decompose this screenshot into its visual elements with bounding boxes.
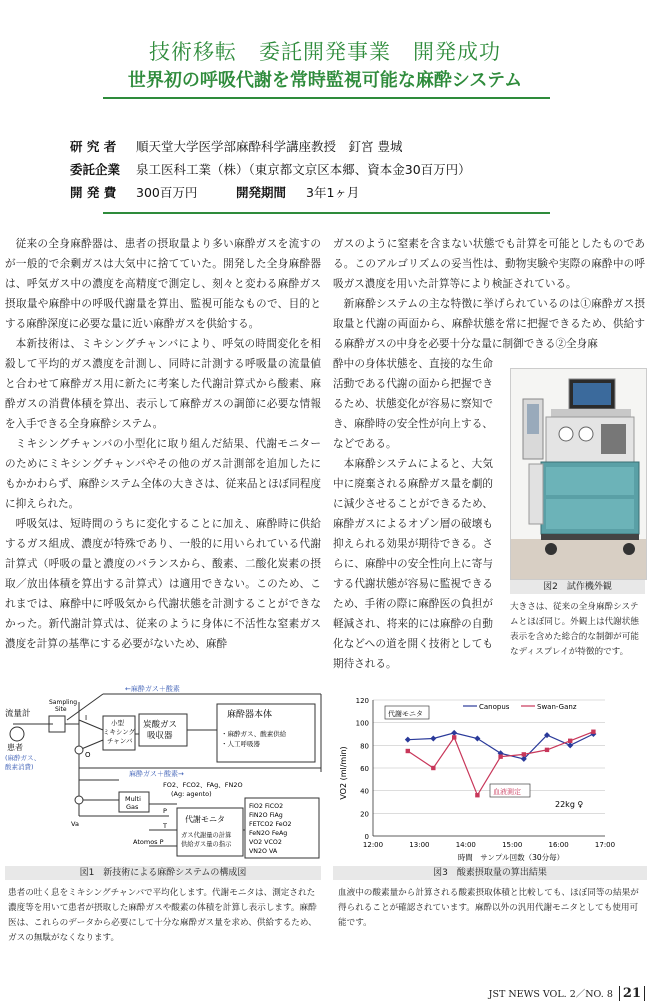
footer-page-number: 21: [619, 986, 645, 1001]
diag-t: T: [163, 822, 167, 830]
anesthesia-machine-illustration: [511, 369, 646, 579]
chart-xlabel: 時間 サンプル回数（30分毎）: [457, 853, 565, 862]
diag-out2: FiN2O FiAg: [249, 812, 283, 819]
diag-out3: FETCO2 FeO2: [249, 821, 292, 828]
diag-out6: VN2O VA: [249, 848, 278, 855]
diag-monitor-sub2: 供給ガス量の指示: [181, 841, 232, 848]
chart-point: [567, 742, 573, 748]
chart-point: [498, 754, 502, 758]
chart-point: [406, 749, 410, 753]
diag-gases2: (Ag: agento): [171, 790, 212, 798]
body-left-column: [5, 234, 321, 654]
chart-point: [568, 739, 572, 743]
fig1-description: 患者の吐く息をミキシングチャンバで平均化します。代謝モニタは、測定された濃度等を用いて患者が摂取した麻酔ガスや酸素の体積を計算し表示します。麻酔医は、これらのデータから必要にして十分な麻酔ガス量を求め、供給するため、ガスの無駄がなくなります。: [8, 888, 317, 943]
diag-va: Va: [71, 820, 79, 828]
chart-point: [431, 766, 435, 770]
chart-y-tick-label: 0: [364, 833, 369, 841]
chart-y-tick-label: 80: [360, 742, 369, 751]
info-cost: [70, 183, 359, 201]
diag-mixing3: チャンバ: [107, 737, 133, 745]
page-title: 技術移転 委託開発事業 開発成功: [149, 40, 501, 64]
chart-x-tick-label: 16:00: [548, 841, 569, 849]
chart-x-tick-label: 15:00: [502, 841, 523, 849]
page-subtitle: 世界初の呼吸代謝を常時監視可能な麻酔システム: [127, 70, 523, 91]
chart-y-tick-label: 40: [360, 787, 369, 796]
footer-journal: JST NEWS VOL. 2／NO. 8: [488, 989, 613, 1000]
period-value: 3年1ヶ月: [306, 185, 360, 200]
diag-out1: FiO2 FiCO2: [249, 803, 284, 810]
diag-mixing1: 小型: [111, 719, 124, 727]
paragraph: 呼吸気は、短時間のうちに変化することに加え、麻酔時に供給するガス組成、濃度が特殊であり、一般的に用いられている代謝計算式（呼吸の量と濃度のバランスから、酸素、二酸化炭素の摂取／放出体積を算出する計算式）は適用できない。このため、これまでは、麻酔中に呼吸気から代謝状態を計測することができなかった。新代謝計算式は、従来のように身体に不活性な窒素ガス濃度を計算の基準にする必要がないため、麻酔: [5, 518, 321, 650]
info-company: [70, 160, 471, 178]
diag-site: Site: [55, 706, 67, 713]
body-right-column: [333, 234, 645, 354]
diag-absorber1: 炭酸ガス: [143, 720, 178, 730]
paragraph: 本麻酔システムによると、大気中に廃棄される麻酔ガス量を劇的に減少させることができるため、麻酔ガスによるオゾン層の破壊も抑えられる効果が期待できる。さらに、麻酔中の安全性向上に寄与する代謝状態が容易に監視できるため、手術の際に麻酔医の負担が軽減され、将来的には麻酔の自動化などへの道を開く技術としても期待される。: [333, 458, 493, 670]
chart-y-tick-label: 20: [360, 810, 369, 819]
fig2-description: 大きさは、従来の全身麻酔システムとほぼ同じ。外観上は代謝状態表示を含めた総合的な制御が可能なディスプレイが特徴的です。: [510, 602, 639, 657]
diag-patient-sub1: (麻酔ガス、: [5, 754, 41, 762]
diag-sampling: Sampling: [49, 699, 78, 706]
diag-multigas1: Multi: [125, 795, 141, 803]
diag-multigas2: Gas: [126, 803, 139, 811]
chart-point: [452, 735, 456, 739]
paragraph: 本新技術は、ミキシングチャンバにより、呼気の時間変化を相殺して平均的ガス濃度を計測し、同時に計測する呼吸量の流量値と合わせて麻酔ガス用に新たに考案した代謝計算式から酸素、麻酔ガスの消費体積を算出、表示して麻酔ガスの調節に必要な情報を入手できる全身麻酔システム。: [5, 338, 321, 430]
diag-flowmeter: 流量計: [5, 709, 31, 719]
paragraph: 従来の全身麻酔器は、患者の摂取量より多い麻酔ガスを流すのが一般的で余剰ガスは大気中に捨てていた。開発した全身麻酔器は、呼気ガス中の濃度を高精度で測定し、刻々と変わる麻酔ガス摂取量や麻酔中の呼吸代謝量を算出、監視可能なもので、目的とする麻酔深度に必要な量に近い麻酔ガスを供給する。: [5, 238, 321, 330]
chart-x-tick-label: 12:00: [362, 841, 384, 849]
diag-mid-arrow: 麻酔ガス＋酸素→: [129, 770, 184, 778]
chart-point: [474, 736, 480, 742]
body-right-narrow: [333, 354, 493, 674]
info-researcher: [70, 137, 402, 155]
researcher-label: 研 究 者: [70, 139, 117, 154]
chart-point: [430, 736, 436, 742]
system-diagram: [5, 680, 323, 862]
diag-o: O: [85, 751, 91, 759]
chart-y-tick-label: 100: [355, 719, 369, 728]
diag-i: I: [85, 714, 88, 722]
chart-x-tick-label: 13:00: [409, 841, 430, 849]
patient-icon: [10, 727, 24, 741]
paragraph: ミキシングチャンバの小型化に取り組んだ結果、代謝モニターのためにミキシングチャンバやその他のガス計測部を追加したにもかかわらず、麻酔システム全体の大きさは、従来品とほぼ同程度に抑えられた。: [5, 438, 321, 510]
diag-machine-item1: ・麻酔ガス、酸素供給: [221, 730, 287, 738]
diag-out5: VO2 VCO2: [249, 839, 282, 846]
diag-mixing2: ミキシング: [103, 728, 136, 736]
page-footer: [460, 986, 645, 1001]
diag-atomos: Atomos P: [133, 838, 164, 846]
diag-patient-sub2: 酸素消費): [5, 763, 34, 771]
chart-point: [405, 737, 411, 743]
chart-label-blood: 血液測定: [493, 788, 521, 796]
chart-x-tick-label: 14:00: [455, 841, 476, 849]
chart-point: [475, 793, 479, 797]
diag-monitor-sub1: ガス代謝量の計算: [181, 832, 232, 839]
chart-y-tick-label: 60: [360, 765, 369, 773]
chart-point: [545, 748, 549, 752]
chart-legend-label: Canopus: [479, 703, 510, 711]
paragraph: 酔中の身体状態を、直接的な生命活動である代謝の面から把握できるため、状態変化が容易に察知でき、麻酔時の安全性が向上する、などである。: [333, 358, 493, 450]
diag-monitor: 代謝モニタ: [185, 815, 225, 824]
company-value: 泉工医科工業（株）（東京都文京区本郷、資本金30百万円）: [136, 162, 471, 177]
chart-point: [591, 730, 595, 734]
diagram-svg: [5, 680, 323, 862]
diag-out4: FeN2O FeAg: [249, 830, 288, 837]
cost-value: 300百万円: [136, 185, 198, 200]
researcher-value: 順天堂大学医学部麻酔科学講座教授 釘宮 豊城: [136, 139, 403, 154]
diag-machine-item2: ・人工呼吸器: [221, 740, 260, 748]
chart-ylabel: VO2 (ml/min): [339, 746, 348, 800]
company-label: 委託企業: [70, 162, 121, 177]
info-rule: [103, 212, 550, 214]
prototype-photo: [510, 368, 647, 580]
chart-label-monitor: 代謝モニタ: [388, 710, 423, 718]
fig1-caption: 図1 新技術による麻酔システムの構成図: [5, 866, 321, 880]
period-label: 開発期間: [236, 185, 287, 200]
paragraph: 新麻酔システムの主な特徴に挙げられているのは①麻酔ガス摂取量と代謝の両面から、麻酔状態を常に把握できるため、供給する麻酔ガスの中身を必要十分な量に制御できる②全身麻: [333, 298, 645, 350]
cost-label: 開 発 費: [70, 185, 117, 200]
vo2-chart: [333, 688, 647, 864]
diag-machine-title: 麻酔器本体: [227, 710, 273, 720]
fig2-caption: 図2 試作機外観: [510, 580, 645, 594]
chart-weight: 22kg ♀: [555, 800, 584, 809]
chart-legend-label: Swan-Ganz: [537, 703, 577, 711]
chart-x-tick-label: 17:00: [594, 841, 616, 849]
paragraph: ガスのように窒素を含まない状態でも計算を可能としたものである。このアルゴリズムの妥当性は、動物実験や実際の麻酔中の呼吸ガス濃度を用いた計算等により検証されている。: [333, 238, 645, 290]
diag-gases1: FO2、FCO2、FAg、FN2O: [163, 781, 243, 789]
header-rule: [103, 97, 550, 99]
diag-top-arrow: ←麻酔ガス＋酸素: [125, 685, 180, 693]
diag-absorber2: 吸収器: [147, 731, 173, 741]
chart-point: [522, 752, 526, 756]
chart-y-tick-label: 120: [355, 697, 369, 705]
chart-point: [451, 730, 457, 736]
fig3-description: 血液中の酸素量から計算される酸素摂取体積と比較しても、ほぼ同等の結果が得られることが確認されています。麻酔以外の汎用代謝モニタとしても使用可能です。: [338, 888, 639, 928]
diag-p1: P: [163, 807, 167, 815]
fig3-caption: 図3 酸素摂取量の算出結果: [333, 866, 647, 880]
diag-patient: 患者: [7, 743, 23, 752]
chart-svg: [333, 688, 647, 864]
